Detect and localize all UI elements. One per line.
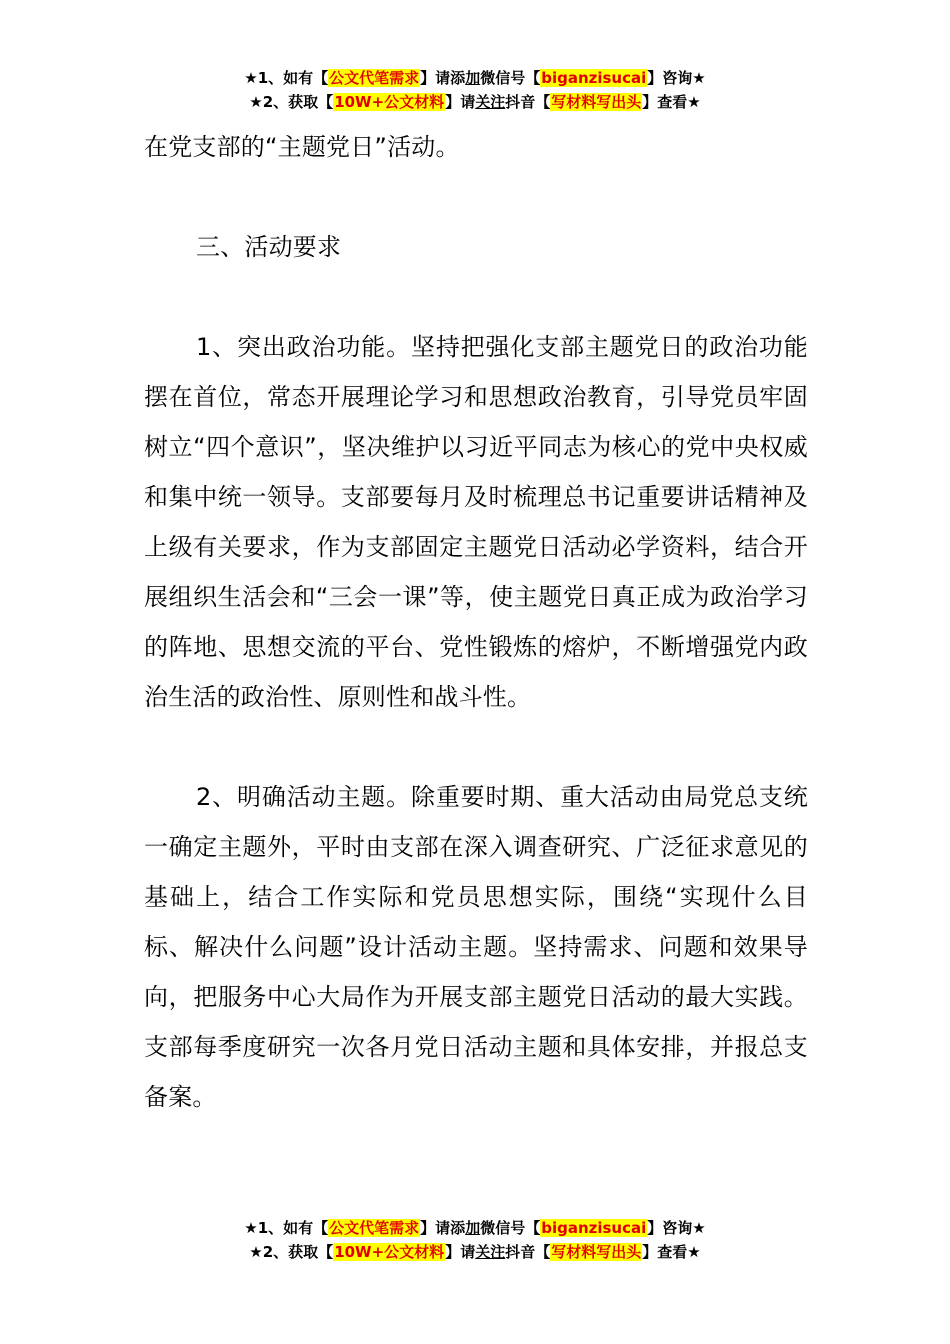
banner-highlight: 10W+公文材料 [334, 1243, 445, 1261]
banner-highlight: biganzisucai [541, 1219, 647, 1237]
banner-highlight: biganzisucai [541, 69, 647, 87]
banner-text: 】咨询★ [647, 1219, 706, 1237]
banner-underlined: 加 [465, 69, 481, 87]
banner-text: 微信号【 [480, 69, 541, 87]
banner-line-2 [0, 1240, 950, 1264]
section-heading: 三、活动要求 [196, 233, 342, 261]
banner-text: 】查看★ [642, 93, 701, 111]
banner-highlight: 写材料写出头 [551, 1243, 642, 1261]
banner-underlined: 加 [465, 1219, 481, 1237]
banner-text: 】请添 [420, 69, 466, 87]
banner-underlined: 关注 [475, 1243, 506, 1261]
banner-text: 】请添 [420, 1219, 466, 1237]
banner-text: 】咨询★ [647, 69, 706, 87]
banner-line-1 [0, 1216, 950, 1240]
intro-tail-text: 在党支部的“主题党日”活动。 [144, 133, 460, 161]
banner-line-2 [0, 90, 950, 114]
banner-highlight: 10W+公文材料 [334, 93, 445, 111]
banner-highlight: 公文代笔需求 [329, 69, 420, 87]
banner-text: ★1、如有【 [244, 1219, 329, 1237]
banner-text: 】请 [445, 1243, 476, 1261]
footer-banner [0, 1216, 950, 1264]
banner-text: 抖音【 [505, 1243, 551, 1261]
paragraph-activity-theme: 2、明确活动主题。除重要时期、重大活动由局党总支统一确定主题外，平时由支部在深入调查研究、广泛征求意见的基础上，结合工作实际和党员思想实际，围绕“实现什么目标、解决什么问题”设计活动主题。坚持需求、问题和效果导向，把服务中心大局作为开展支部主题党日活动的最大实践。支部每季度研究一次各月党日活动主题和具体安排，并报总支备案。 [144, 783, 808, 1111]
banner-text: 抖音【 [505, 93, 551, 111]
banner-line-1 [0, 66, 950, 90]
banner-text: ★1、如有【 [244, 69, 329, 87]
banner-text: 】查看★ [642, 1243, 701, 1261]
banner-text: ★2、获取【 [249, 1243, 334, 1261]
banner-highlight: 公文代笔需求 [329, 1219, 420, 1237]
banner-underlined: 关注 [475, 93, 506, 111]
paragraph-political-function: 1、突出政治功能。坚持把强化支部主题党日的政治功能摆在首位，常态开展理论学习和思想政治教育，引导党员牢固树立“四个意识”，坚决维护以习近平同志为核心的党中央权威和集中统一领导。支部要每月及时梳理总书记重要讲话精神及上级有关要求，作为支部固定主题党日活动必学资料，结合开展组织生活会和“三会一课”等，使主题党日真正成为政治学习的阵地、思想交流的平台、党性锻炼的熔炉，不断增强党内政治生活的政治性、原则性和战斗性。 [144, 333, 808, 711]
document-body [144, 122, 808, 1122]
banner-text: 微信号【 [480, 1219, 541, 1237]
header-banner [0, 66, 950, 114]
banner-text: ★2、获取【 [249, 93, 334, 111]
banner-highlight: 写材料写出头 [551, 93, 642, 111]
banner-text: 】请 [445, 93, 476, 111]
